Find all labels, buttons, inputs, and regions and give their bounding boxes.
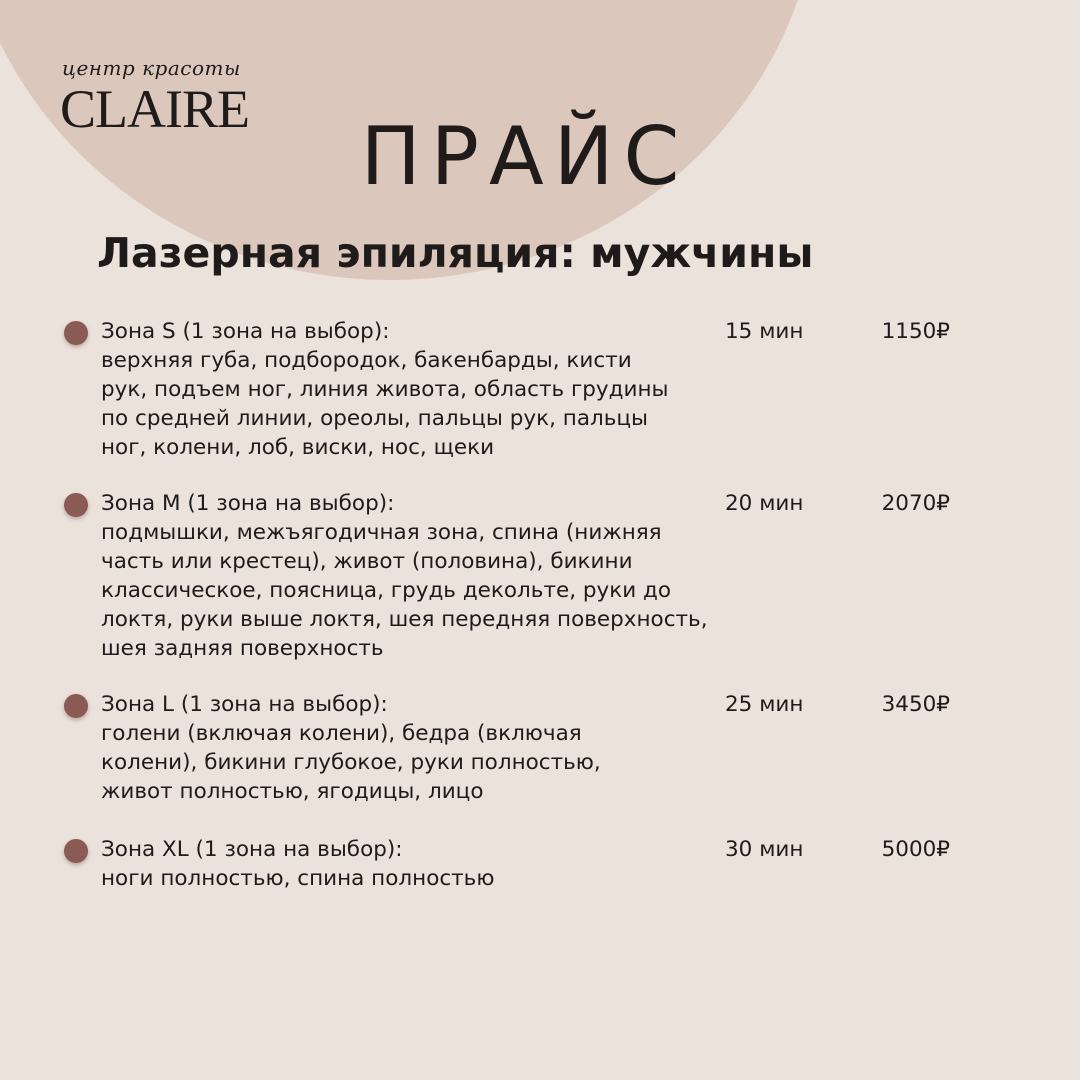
bullet-dot	[64, 321, 88, 345]
bullet-dot	[64, 493, 88, 517]
zone-price: 5000₽	[881, 837, 950, 862]
zone-name: Зона М (1 зона на выбор):	[101, 491, 395, 516]
bullet-dot	[64, 694, 88, 718]
bullet-dot	[64, 839, 88, 863]
zone-name: Зона XL (1 зона на выбор):	[101, 837, 403, 862]
zone-text	[101, 690, 721, 806]
page-title: ПРАЙС	[360, 110, 690, 203]
brand-subtitle: центр красоты	[62, 56, 241, 80]
zone-text	[101, 489, 721, 663]
zone-duration: 30 мин	[725, 837, 804, 862]
section-title: Лазерная эпиляция: мужчины	[97, 229, 814, 277]
zone-duration: 15 мин	[725, 319, 804, 344]
zone-text	[101, 835, 721, 893]
zone-description: верхняя губа, подбородок, бакенбарды, кисти рук, подъем ног, линия живота, область грудины по средней линии, ореолы, пальцы рук, пальцы ног, колени, лоб, виски, нос, щеки	[101, 348, 669, 460]
zone-price: 3450₽	[881, 692, 950, 717]
zone-text	[101, 317, 721, 462]
zone-name: Зона S (1 зона на выбор):	[101, 319, 390, 344]
zone-duration: 20 мин	[725, 491, 804, 516]
zone-description: подмышки, межъягодичная зона, спина (нижняя часть или крестец), живот (половина), бикини классическое, поясница, грудь декольте, руки до локтя, руки выше локтя, шея передняя поверхность, шея задняя поверхность	[101, 520, 708, 661]
zone-description: ноги полностью, спина полностью	[101, 866, 495, 891]
brand-name: CLAIRE	[60, 79, 249, 139]
zone-price: 1150₽	[881, 319, 950, 344]
zone-name: Зона L (1 зона на выбор):	[101, 692, 388, 717]
zone-description: голени (включая колени), бедра (включая колени), бикини глубокое, руки полностью, живот полностью, ягодицы, лицо	[101, 721, 601, 804]
zone-price: 2070₽	[881, 491, 950, 516]
zone-duration: 25 мин	[725, 692, 804, 717]
